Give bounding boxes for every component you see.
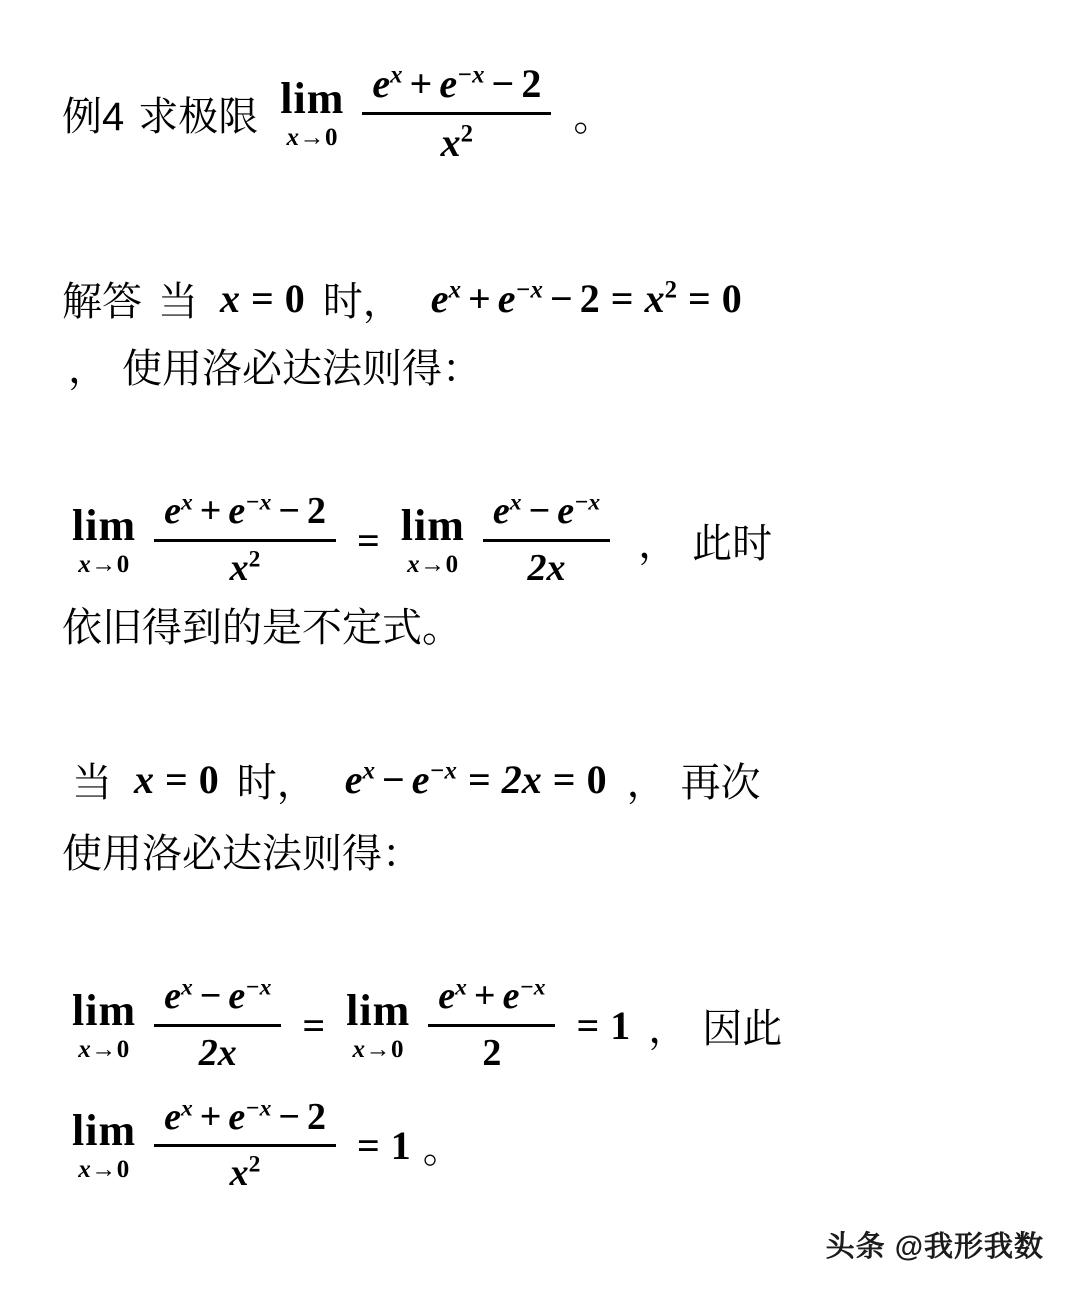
- time-word: 时，: [322, 280, 403, 324]
- equals-sign: =: [687, 276, 711, 321]
- again-text: 再次: [680, 761, 761, 806]
- fraction-bar: [362, 112, 551, 115]
- number-zero: 0: [721, 276, 742, 321]
- fraction-numerator: [154, 490, 336, 534]
- fraction-denominator: [431, 120, 483, 166]
- equation-line-1: [62, 490, 1020, 590]
- limit-operator: [346, 986, 411, 1064]
- e-term: e: [228, 975, 246, 1018]
- lim-sub-var: x: [286, 124, 300, 151]
- lim-sub-arrow: →: [91, 550, 117, 578]
- limit-operator: [280, 74, 345, 151]
- still-indeterminate-text: 依旧得到的是不定式。: [62, 606, 462, 651]
- lim-sub-val: 0: [390, 1036, 404, 1064]
- e-exponent-neg: −x: [245, 1095, 272, 1122]
- lim-text: lim: [346, 986, 411, 1036]
- e-term: e: [411, 757, 430, 803]
- e-term: e: [164, 490, 181, 532]
- lim-sub-arrow: →: [91, 1156, 117, 1184]
- lim-sub-arrow: →: [420, 550, 446, 578]
- comma-mark: ，: [68, 347, 108, 391]
- comma-mark: ，: [638, 521, 679, 566]
- fraction-4: [154, 975, 281, 1075]
- fraction-bar: [154, 539, 336, 542]
- lim-sub-arrow: →: [365, 1036, 391, 1064]
- lim-sub-var: x: [78, 550, 92, 578]
- x-exponent: 2: [664, 276, 677, 304]
- lim-sub-val: 0: [445, 550, 459, 578]
- statement-2: [345, 756, 607, 803]
- limit-operator: [400, 500, 465, 578]
- use-lhopital-text: 使用洛必达法则得：: [122, 347, 482, 391]
- e-term: e: [164, 1095, 181, 1138]
- e-exponent-neg: −x: [245, 489, 272, 516]
- lim-sub-val: 0: [116, 1036, 130, 1064]
- second-condition-line: [62, 751, 1020, 808]
- x-base: x: [644, 276, 665, 321]
- plus-sign: +: [473, 975, 496, 1018]
- e-exponent: x: [180, 489, 193, 516]
- lhopital-line-2: [62, 822, 1020, 879]
- watermark: 头条 @我形我数: [825, 1231, 1044, 1263]
- lim-sub-arrow: →: [299, 124, 326, 151]
- lim-subscript: [78, 552, 130, 577]
- fraction-denominator: [472, 1032, 511, 1076]
- x-base: x: [440, 120, 461, 165]
- e-term: e: [497, 276, 516, 321]
- number-two: 2: [307, 1095, 326, 1138]
- statement-1: [431, 275, 742, 322]
- e-term: e: [492, 490, 510, 532]
- e-term: e: [430, 276, 449, 321]
- minus-sign: −: [199, 975, 222, 1018]
- equals-sign: =: [552, 757, 576, 803]
- at-this-time-text: 此时: [692, 521, 773, 566]
- number-zero: 0: [586, 757, 607, 803]
- e-term: e: [438, 975, 456, 1018]
- number-one: 1: [390, 1123, 411, 1169]
- period-mark: 。: [422, 1127, 463, 1172]
- lim-subscript: [287, 125, 339, 150]
- two-x: 2x: [198, 1032, 237, 1075]
- minus-sign: −: [528, 490, 551, 532]
- e-term: e: [344, 757, 363, 803]
- number-zero: 0: [284, 276, 305, 321]
- e-exponent: x: [509, 489, 522, 516]
- fraction-1: [362, 61, 551, 166]
- minus-sign: −: [381, 757, 405, 803]
- lhopital-line-1: [62, 337, 1020, 394]
- lim-subscript: [78, 1157, 130, 1182]
- solution-label: 解答: [62, 280, 142, 324]
- fraction-denominator: [220, 547, 271, 591]
- plus-sign: +: [199, 490, 222, 532]
- comma-mark: ，: [626, 761, 667, 806]
- lim-sub-arrow: →: [91, 1036, 117, 1064]
- e-exponent: x: [390, 61, 403, 89]
- e-term: e: [164, 975, 181, 1018]
- two-x: 2x: [527, 546, 566, 589]
- equals-sign: =: [302, 1003, 326, 1049]
- fraction-denominator: [189, 1032, 247, 1076]
- x-exponent: 2: [460, 120, 474, 148]
- fraction-5: [428, 975, 555, 1075]
- lim-text: lim: [72, 1106, 137, 1156]
- lim-text: lim: [72, 986, 137, 1036]
- limit-operator: [72, 1106, 137, 1184]
- example-prompt: 求极限: [138, 95, 259, 139]
- lim-text: lim: [280, 74, 345, 123]
- equals-sign: =: [576, 1003, 600, 1049]
- time-word: 时，: [236, 761, 317, 806]
- variable-x: x: [134, 757, 154, 803]
- fraction-bar: [428, 1024, 555, 1027]
- fraction-numerator: [154, 1096, 336, 1140]
- plus-sign: +: [467, 276, 491, 321]
- x-base: x: [229, 1152, 249, 1195]
- lim-sub-var: x: [407, 550, 421, 578]
- fraction-6: [154, 1096, 336, 1196]
- example-label: 例4: [62, 95, 125, 139]
- lim-sub-val: 0: [116, 1156, 130, 1184]
- equation-line-2: [62, 975, 1020, 1075]
- fraction-bar: [154, 1144, 336, 1147]
- e-term: e: [228, 490, 246, 532]
- when-word: 当: [158, 280, 198, 324]
- indeterminate-line: [62, 596, 1020, 653]
- number-two: 2: [482, 1032, 502, 1075]
- e-exponent-neg: −x: [519, 974, 546, 1001]
- example-line: [62, 61, 1020, 166]
- fraction-bar: [483, 539, 610, 542]
- lim-sub-var: x: [78, 1036, 92, 1064]
- number-one: 1: [610, 1003, 631, 1049]
- lim-text: lim: [72, 500, 137, 550]
- plus-sign: +: [409, 61, 433, 106]
- lim-sub-val: 0: [325, 124, 339, 151]
- x-base: x: [229, 546, 249, 589]
- number-two: 2: [307, 490, 326, 532]
- equals-sign: =: [165, 757, 188, 803]
- plus-sign: +: [199, 1095, 222, 1138]
- minus-sign: −: [278, 1095, 300, 1138]
- e-exponent-neg: −x: [574, 489, 601, 516]
- two-x: 2x: [501, 757, 542, 803]
- e-exponent-neg: −x: [515, 276, 543, 304]
- lim-sub-var: x: [78, 1156, 92, 1184]
- fraction-numerator: [428, 975, 555, 1019]
- when-word: 当: [72, 761, 112, 806]
- limit-operator: [72, 986, 137, 1064]
- minus-sign: −: [549, 276, 573, 321]
- e-exponent-neg: −x: [429, 758, 457, 786]
- lim-subscript: [78, 1037, 130, 1062]
- limit-operator: [72, 500, 137, 578]
- e-term: e: [372, 61, 391, 106]
- equation-line-3: [62, 1096, 1020, 1196]
- fraction-numerator: [483, 490, 610, 534]
- number-two: 2: [579, 276, 600, 321]
- lim-subscript: [352, 1037, 404, 1062]
- e-term: e: [439, 61, 458, 106]
- x-exponent: 2: [248, 546, 261, 573]
- e-exponent: x: [362, 758, 375, 786]
- period-mark: 。: [573, 95, 614, 139]
- e-exponent-neg: −x: [245, 974, 272, 1001]
- fraction-3: [483, 490, 610, 590]
- e-exponent: x: [455, 974, 467, 1001]
- e-term: e: [502, 975, 520, 1018]
- e-term: e: [228, 1095, 246, 1138]
- number-two: 2: [521, 61, 542, 106]
- lim-sub-val: 0: [116, 550, 130, 578]
- number-zero: 0: [198, 757, 219, 803]
- fraction-2: [154, 490, 336, 590]
- fraction-denominator: [518, 547, 576, 591]
- e-exponent-neg: −x: [457, 61, 485, 89]
- use-lhopital-text-2: 使用洛必达法则得：: [62, 832, 422, 877]
- minus-sign: −: [491, 61, 515, 106]
- fraction-numerator: [154, 975, 281, 1019]
- equals-sign: =: [251, 276, 274, 321]
- therefore-text: 因此: [702, 1007, 783, 1052]
- equals-sign: =: [467, 757, 491, 803]
- fraction-denominator: [220, 1152, 271, 1196]
- comma-mark: ，: [648, 1007, 689, 1052]
- e-exponent: x: [180, 1095, 193, 1122]
- e-term: e: [557, 490, 575, 532]
- equals-sign: =: [357, 517, 380, 563]
- fraction-numerator: [362, 61, 551, 107]
- lim-subscript: [407, 552, 459, 577]
- variable-x: x: [220, 276, 240, 321]
- equals-sign: =: [357, 1123, 380, 1169]
- minus-sign: −: [278, 490, 300, 532]
- e-exponent: x: [180, 974, 193, 1001]
- x-exponent: 2: [248, 1151, 261, 1178]
- fraction-bar: [154, 1024, 281, 1027]
- solution-line: [62, 270, 1020, 327]
- lim-text: lim: [400, 500, 465, 550]
- lim-sub-var: x: [352, 1036, 366, 1064]
- equals-sign: =: [610, 276, 634, 321]
- e-exponent: x: [448, 276, 461, 304]
